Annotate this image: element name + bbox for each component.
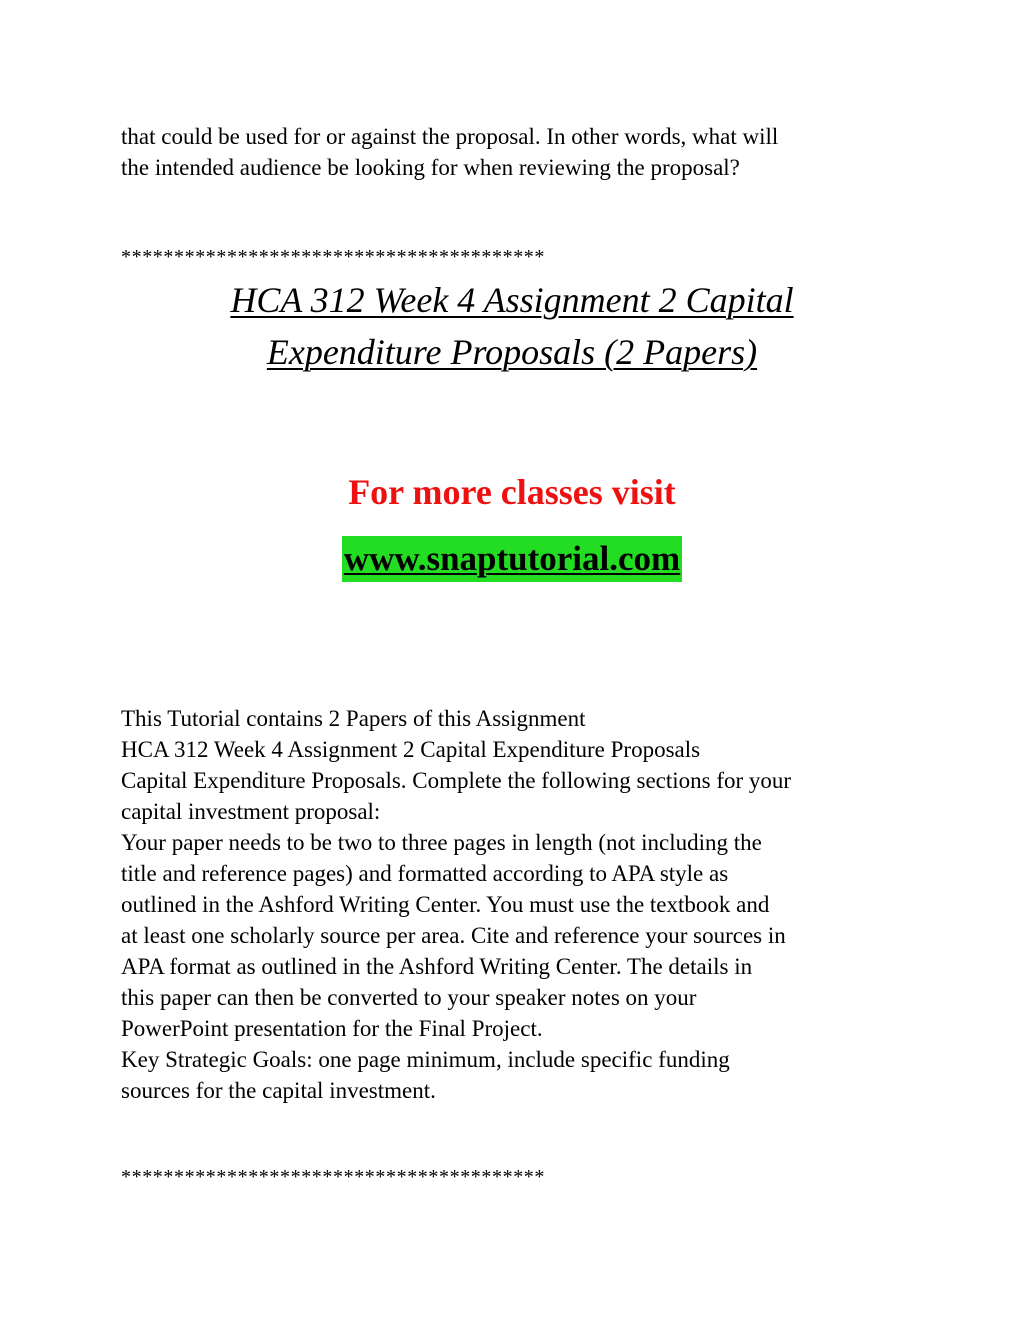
- separator-bottom: ****************************************: [121, 1166, 545, 1188]
- intro-line: that could be used for or against the proposal. In other words, what will: [121, 124, 779, 149]
- body-line: outlined in the Ashford Writing Center. You must use the textbook and: [121, 892, 770, 917]
- body-line: at least one scholarly source per area. Cite and reference your sources in: [121, 923, 786, 948]
- intro-line: the intended audience be looking for when reviewing the proposal?: [121, 155, 740, 180]
- title-line: HCA 312 Week 4 Assignment 2 Capital: [230, 280, 794, 320]
- url-container: [0, 536, 1024, 582]
- intro-paragraph: [121, 121, 921, 183]
- body-line: This Tutorial contains 2 Papers of this Assignment: [121, 706, 586, 731]
- separator-top: ****************************************: [121, 246, 545, 268]
- body-line: APA format as outlined in the Ashford Writing Center. The details in: [121, 954, 753, 979]
- snaptutorial-link[interactable]: www.snaptutorial.com: [342, 536, 682, 582]
- body-line: this paper can then be converted to your speaker notes on your: [121, 985, 697, 1010]
- title-line: Expenditure Proposals (2 Papers): [266, 332, 758, 372]
- body-line: PowerPoint presentation for the Final Project.: [121, 1016, 543, 1041]
- body-line: title and reference pages) and formatted according to APA style as: [121, 861, 729, 886]
- body-line: Capital Expenditure Proposals. Complete the following sections for your: [121, 768, 792, 793]
- body-line: Key Strategic Goals: one page minimum, include specific funding: [121, 1047, 730, 1072]
- page-title: [0, 274, 1024, 378]
- body-line: Your paper needs to be two to three pages in length (not including the: [121, 830, 762, 855]
- body-paragraph: [121, 703, 921, 1106]
- visit-heading: For more classes visit: [348, 472, 676, 512]
- body-line: capital investment proposal:: [121, 799, 381, 824]
- body-line: sources for the capital investment.: [121, 1078, 436, 1103]
- body-line: HCA 312 Week 4 Assignment 2 Capital Expenditure Proposals: [121, 737, 701, 762]
